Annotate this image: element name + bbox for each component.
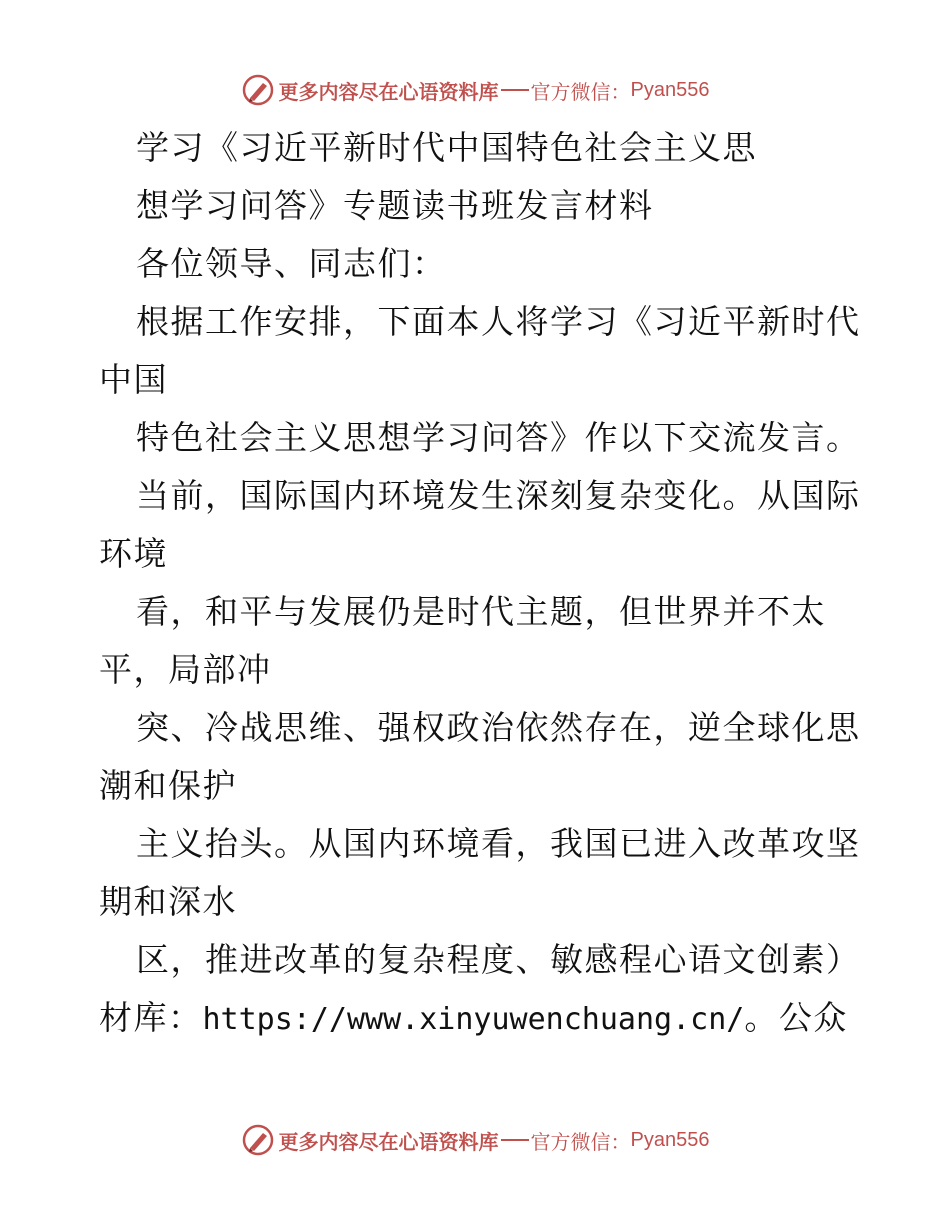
paragraph-line: 平，局部冲 xyxy=(99,650,272,689)
paragraph-line: 期和深水 xyxy=(99,882,237,921)
banner-divider xyxy=(501,89,529,91)
paragraph-line-with-url xyxy=(99,998,848,1040)
last-line-suffix: 。公众 xyxy=(744,998,848,1037)
document-title-line-1: 学习《习近平新时代中国特色社会主义思 xyxy=(136,128,757,167)
header-banner xyxy=(0,70,950,110)
paragraph-line: 区，推进改革的复杂程度、敏感程心语文创素） xyxy=(136,940,861,979)
paragraph-line: 环境 xyxy=(99,534,168,573)
paragraph-line: 根据工作安排，下面本人将学习《习近平新时代 xyxy=(136,302,861,341)
paragraph-line: 主义抬头。从国内环境看，我国已进入改革攻坚 xyxy=(136,824,861,863)
source-url-link[interactable]: https://www.xinyuwenchuang.cn/ xyxy=(202,1002,745,1037)
footer-banner xyxy=(0,1120,950,1160)
banner-official-label: 官方微信： xyxy=(530,79,631,104)
banner-brand-text: 更多内容尽在心语资料库 xyxy=(278,79,499,104)
paragraph-line: 潮和保护 xyxy=(99,766,237,805)
last-line-prefix: 材库： xyxy=(99,998,203,1037)
paragraph-line: 当前，国际国内环境发生深刻复杂变化。从国际 xyxy=(136,476,861,515)
banner-divider xyxy=(501,1139,529,1141)
banner-official-label: 官方微信： xyxy=(530,1129,631,1154)
document-title-line-2: 想学习问答》专题读书班发言材料 xyxy=(136,186,654,225)
paragraph-line: 看，和平与发展仍是时代主题，但世界并不太 xyxy=(136,592,826,631)
banner-wechat-id: Pyan556 xyxy=(630,78,710,101)
paragraph-line: 中国 xyxy=(99,360,168,399)
pen-logo-icon xyxy=(241,73,275,107)
pen-logo-icon xyxy=(241,1123,275,1157)
paragraph-line: 特色社会主义思想学习问答》作以下交流发言。 xyxy=(136,418,861,457)
salutation: 各位领导、同志们： xyxy=(136,244,447,283)
banner-wechat-id: Pyan556 xyxy=(630,1128,710,1151)
paragraph-line: 突、冷战思维、强权政治依然存在，逆全球化思 xyxy=(136,708,861,747)
banner-brand-text: 更多内容尽在心语资料库 xyxy=(278,1129,499,1154)
